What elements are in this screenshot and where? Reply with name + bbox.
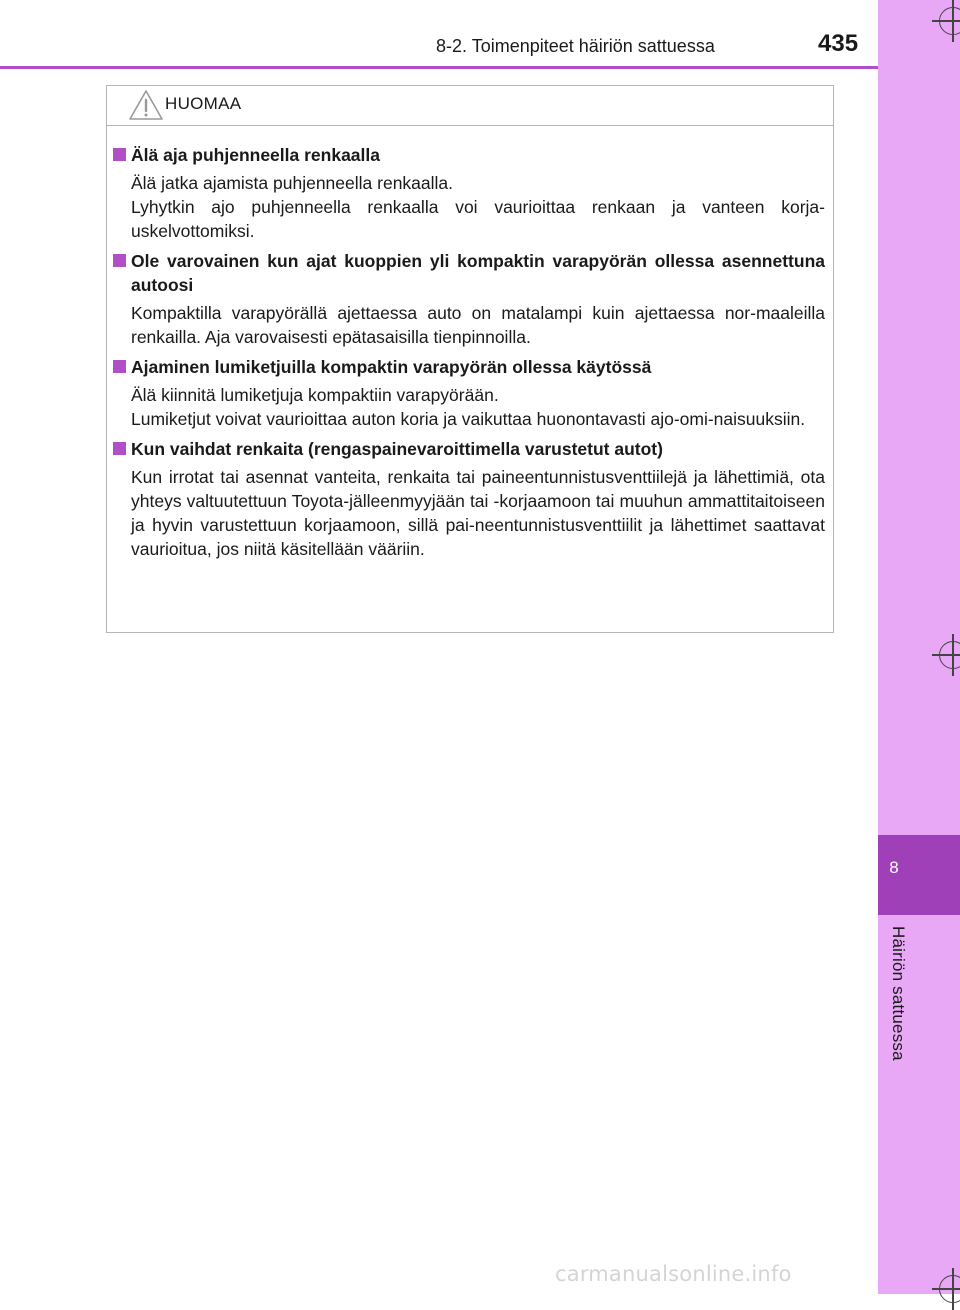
item-heading-text: Ajaminen lumiketjuilla kompaktin varapyörän ollessa käytössä: [131, 357, 652, 377]
paragraph: Lumiketjut voivat vaurioittaa auton koria ja vaikuttaa huonontavasti ajo-omi-naisuuksiin.: [131, 409, 806, 429]
caution-box: [106, 85, 834, 633]
item-heading: [107, 249, 825, 297]
chapter-title: Häiriön sattuessa: [889, 926, 908, 1061]
item-heading: [107, 143, 825, 167]
registration-mark-icon: [939, 641, 960, 669]
watermark: carmanualsonline.info: [555, 1262, 792, 1286]
warning-triangle-icon: [128, 89, 164, 121]
item-heading: [107, 437, 825, 461]
chapter-number: 8: [889, 858, 899, 877]
item-heading: [107, 355, 825, 379]
caution-item: [107, 355, 825, 431]
caution-body: [107, 126, 833, 561]
paragraph: Kompaktilla varapyörällä ajettaessa auto on matalampi kuin ajettaessa nor-maaleilla renkailla. Aja varovaisesti epätasaisilla tienpinnoilla.: [131, 303, 825, 347]
caution-item: [107, 143, 825, 243]
item-body: [107, 171, 825, 243]
caution-item: [107, 249, 825, 349]
square-bullet-icon: [113, 254, 126, 267]
header-rule: [0, 66, 878, 69]
square-bullet-icon: [113, 360, 126, 373]
caution-label: HUOMAA: [165, 94, 242, 113]
paragraph: Kun irrotat tai asennat vanteita, renkaita tai paineentunnistusventtiilejä ja lähettimiä, ota yhteys valtuutettuun Toyota-jälleenmyyjään tai -korjaamoon tai muuhun ammattitaitoiseen ja hyvin varustettuun korjaamoon, sillä pai-neentunnistusventtiilit ja lähettimet saattavat vaurioitua, jos niitä käsitellään vääriin.: [131, 467, 825, 559]
square-bullet-icon: [113, 148, 126, 161]
caution-item: [107, 437, 825, 561]
registration-mark-icon: [939, 1275, 960, 1303]
item-heading-text: Älä aja puhjenneella renkaalla: [131, 145, 380, 165]
paragraph: Lyhytkin ajo puhjenneella renkaalla voi vaurioittaa renkaan ja vanteen korja-uskelvottomiksi.: [131, 197, 825, 241]
paragraph: Älä jatka ajamista puhjenneella renkaalla.: [131, 173, 454, 193]
item-body: [107, 301, 825, 349]
registration-mark-icon: [939, 7, 960, 35]
item-heading-text: Ole varovainen kun ajat kuoppien yli kompaktin varapyörän ollessa asennettuna autoosi: [131, 251, 825, 295]
square-bullet-icon: [113, 442, 126, 455]
item-body: [107, 383, 825, 431]
item-body: [107, 465, 825, 561]
section-title: 8-2. Toimenpiteet häiriön sattuessa: [436, 36, 715, 56]
paragraph: Älä kiinnitä lumiketjuja kompaktiin varapyörään.: [131, 385, 499, 405]
caution-header: [107, 86, 833, 126]
item-heading-text: Kun vaihdat renkaita (rengaspainevaroittimella varustetut autot): [131, 439, 663, 459]
page-number: 435: [818, 30, 859, 57]
